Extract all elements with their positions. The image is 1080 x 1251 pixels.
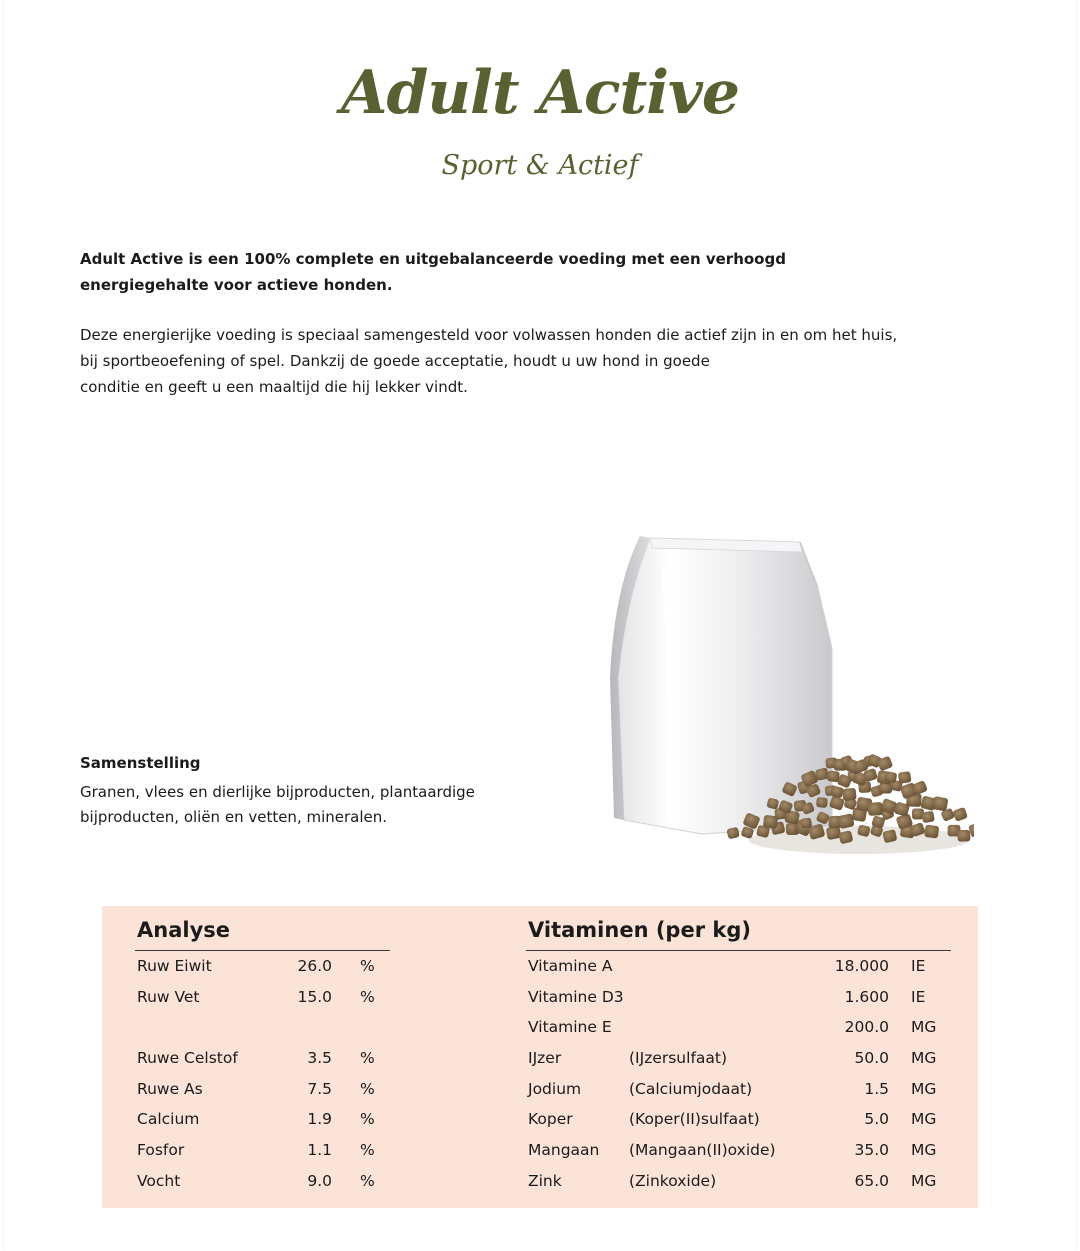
vitamin-value: 200.0: [844, 1018, 889, 1036]
analysis-value: 7.5: [307, 1080, 332, 1098]
vitamin-unit: IE: [911, 988, 926, 1006]
vitamin-source: (Calciumjodaat): [629, 1080, 753, 1098]
analysis-unit: %: [360, 988, 375, 1006]
analysis-value: 15.0: [297, 988, 332, 1006]
vitamin-name: IJzer: [528, 1049, 562, 1067]
vitamins-divider: [526, 950, 951, 951]
analysis-unit: %: [360, 1141, 375, 1159]
vitamin-value: 50.0: [854, 1049, 889, 1067]
vitamin-unit: MG: [911, 1141, 937, 1159]
composition-text: [80, 780, 510, 830]
vitamin-name: Vitamine D3: [528, 988, 624, 1006]
kibble-piece: [898, 771, 912, 784]
vitamin-source: (Koper(II)sulfaat): [629, 1110, 760, 1128]
vitamin-source: (Mangaan(II)oxide): [629, 1141, 776, 1159]
analysis-value: 1.1: [307, 1141, 332, 1159]
vitamin-name: Jodium: [528, 1080, 582, 1098]
vitamin-row: [102, 988, 978, 1010]
vitamin-row: [102, 957, 978, 979]
description-line: Deze energierijke voeding is speciaal samengesteld voor volwassen honden die actief zijn in en om het huis,: [80, 326, 898, 344]
composition-title: Samenstelling: [80, 754, 201, 772]
food-bag-with-kibble-icon: [604, 528, 974, 868]
analysis-name: Ruwe Celstof: [137, 1049, 238, 1067]
document-page: [4, 0, 1076, 1251]
vitamin-name: Vitamine A: [528, 957, 613, 975]
kibble-piece: [952, 807, 968, 822]
page-subtitle: Sport & Actief: [441, 150, 639, 181]
composition-line: Granen, vlees en dierlijke bijproducten, plantaardige: [80, 783, 475, 801]
vitamin-unit: MG: [911, 1172, 937, 1190]
vitamin-unit: MG: [911, 1018, 937, 1036]
vitamin-row: [102, 1141, 978, 1163]
kibble-piece: [884, 771, 897, 783]
analysis-name: Fosfor: [137, 1141, 185, 1159]
vitamin-value: 65.0: [854, 1172, 889, 1190]
vitamin-name: Mangaan: [528, 1141, 600, 1159]
kibble-piece: [816, 797, 828, 808]
analysis-value: 1.9: [307, 1110, 332, 1128]
analysis-value: 3.5: [307, 1049, 332, 1067]
analysis-name: Vocht: [137, 1172, 181, 1190]
vitamins-title: Vitaminen (per kg): [528, 918, 751, 942]
analysis-unit: %: [360, 1110, 375, 1128]
analysis-value: 26.0: [297, 957, 332, 975]
analysis-name: Ruw Eiwit: [137, 957, 212, 975]
vitamin-row: [102, 1080, 978, 1102]
vitamin-unit: IE: [911, 957, 926, 975]
page-title: Adult Active: [340, 58, 740, 128]
analysis-title: Analyse: [137, 918, 231, 942]
analysis-divider: [135, 950, 390, 951]
kibble-piece: [868, 802, 883, 816]
vitamin-row: [102, 1110, 978, 1132]
composition-line: bijproducten, oliën en vetten, mineralen.: [80, 808, 388, 826]
kibble-piece: [957, 830, 970, 842]
vitamin-source: (Zinkoxide): [629, 1172, 717, 1190]
vitamin-row: [102, 1049, 978, 1071]
analysis-value: 9.0: [307, 1172, 332, 1190]
analysis-name: Calcium: [137, 1110, 200, 1128]
analysis-unit: %: [360, 957, 375, 975]
analysis-unit: %: [360, 1049, 375, 1067]
vitamin-row: [102, 1172, 978, 1194]
vitamin-source: (IJzersulfaat): [629, 1049, 728, 1067]
kibble-piece: [827, 770, 840, 782]
vitamin-name: Koper: [528, 1110, 573, 1128]
kibble-piece: [842, 788, 856, 801]
kibble-piece: [932, 796, 949, 812]
nutrition-panel: [102, 906, 978, 1208]
vitamin-unit: MG: [911, 1110, 937, 1128]
analysis-name: Ruw Vet: [137, 988, 200, 1006]
kibble-piece: [921, 811, 935, 824]
vitamin-name: Zink: [528, 1172, 562, 1190]
analysis-name: Ruwe As: [137, 1080, 203, 1098]
vitamin-value: 5.0: [864, 1110, 889, 1128]
description-line: bij sportbeoefening of spel. Dankzij de goede acceptatie, houdt u uw hond in goede: [80, 352, 710, 370]
vitamin-unit: MG: [911, 1049, 937, 1067]
vitamin-row: [102, 1018, 978, 1040]
description-paragraph: [80, 322, 930, 400]
vitamin-value: 18.000: [834, 957, 889, 975]
vitamin-value: 1.5: [864, 1080, 889, 1098]
kibble-piece: [800, 817, 812, 828]
analysis-unit: %: [360, 1080, 375, 1098]
kibble-piece: [924, 825, 939, 839]
vitamin-value: 35.0: [854, 1141, 889, 1159]
vitamin-unit: MG: [911, 1080, 937, 1098]
intro-paragraph: Adult Active is een 100% complete en uitgebalanceerde voeding met een verhoogd energiegehalte voor actieve honden.: [80, 250, 786, 294]
analysis-unit: %: [360, 1172, 375, 1190]
vitamin-value: 1.600: [844, 988, 889, 1006]
vitamin-name: Vitamine E: [528, 1018, 612, 1036]
description-line: conditie en geeft u een maaltijd die hij lekker vindt.: [80, 378, 468, 396]
